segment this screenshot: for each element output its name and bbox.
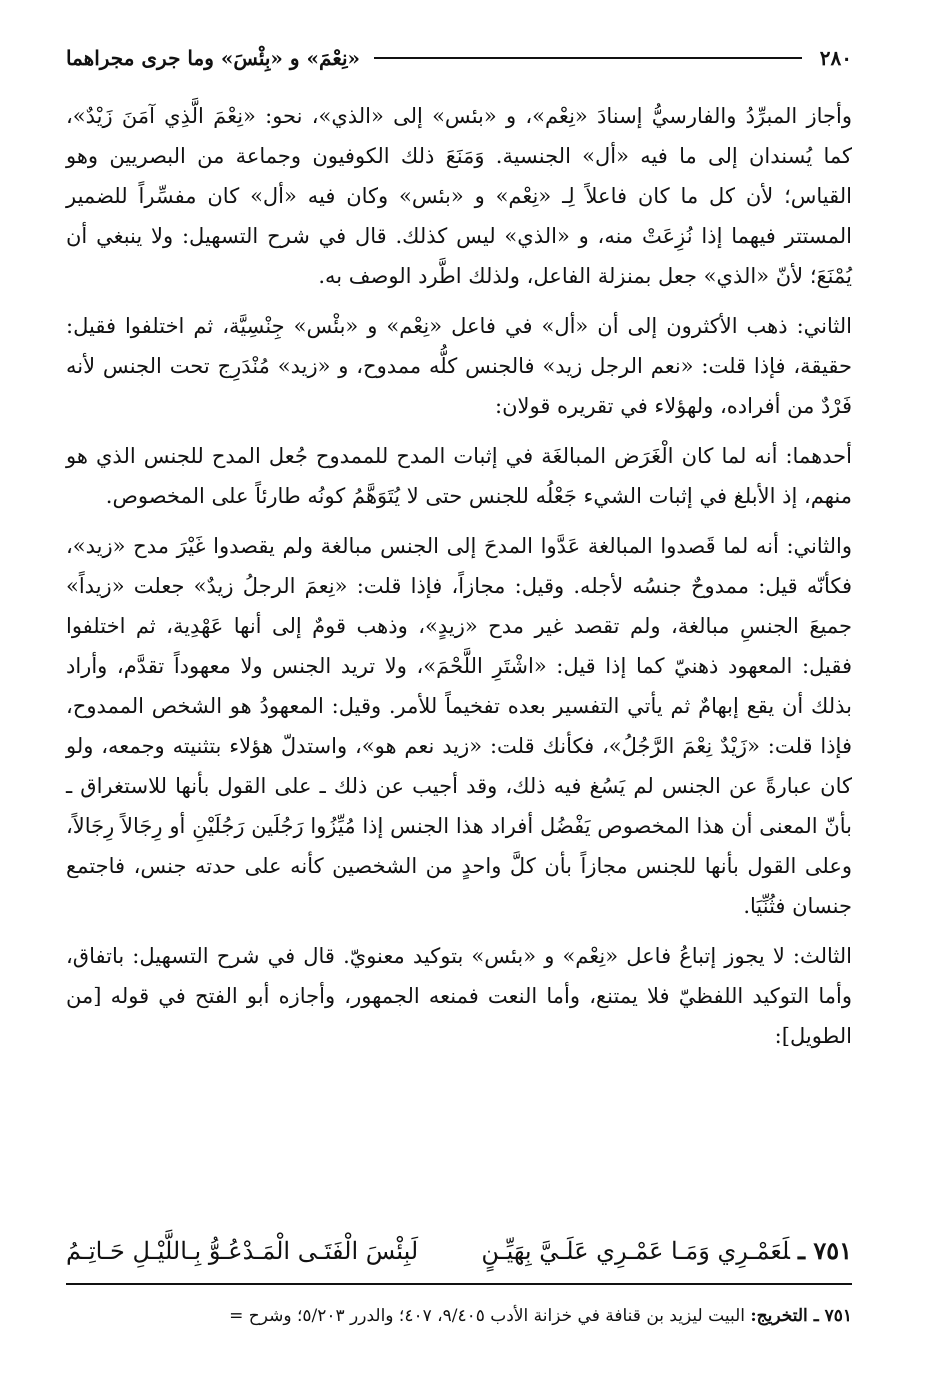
footnote-label: ٧٥١ ـ التخريج: xyxy=(750,1306,852,1326)
verse-line xyxy=(66,1228,852,1274)
verse-first-hemistich-text: لَعَمْـرِي وَمَـا عَمْـرِي عَلَـيَّ بِهَيِّـنٍ xyxy=(481,1237,790,1265)
chapter-title: «نِعْمَ» و «بِئْسَ» وما جرى مجراهما xyxy=(66,46,361,70)
verse-number: ٧٥١ ـ xyxy=(797,1236,852,1265)
verse-first-hemistich xyxy=(481,1228,852,1274)
verse-second-hemistich: لَبِئْسَ الْفَتَـى الْمَـدْعُـوُّ بِـاللَّيْـلِ حَـاتِـمُ xyxy=(66,1237,419,1265)
paragraph-second-view: والثاني: أنه لما قَصدوا المبالغة عَدَّوا المدحَ إلى الجنس مبالغة ولم يقصدوا غَيْرَ مدح «زيد»، فكأنّه قيل: ممدوحٌ جنسُه لأجله. وقيل: مجازاً، فإذا قلت: «نِعمَ الرجلُ زيدٌ» جعلت «زيداً» جميعَ الجنسِ مبالغة، ولم تقصد غير مدح «زيدٍ»، وذهب قومٌ إلى أنها عَهْدِية، ثم اختلفوا فقيل: المعهود ذهنيّ كما إذا قيل: «اشْتَرِ اللَّحْمَ»، ولا تريد الجنس ولا معهوداً تقدَّم، وأراد بذلك أن يقع إبهامٌ ثم يأتي التفسير بعده تفخيماً للأمر. وقيل: المعهودُ هو الشخص الممدوح، فإذا قلت: «زَيْدٌ نِعْمَ الرَّجُلُ»، فكأنك قلت: «زيد نعم هو»، واستدلّ هؤلاء بتثنيته وجمعه، ولو كان عبارةً عن الجنس لم يَسُغ فيه ذلك، وقد أجيب عن ذلك ـ على القول بأنها للاستغراق ـ بأنّ المعنى أن هذا المخصوص يَفْضُل أفراد هذا الجنس إذا مُيِّزُوا رَجُلَين رَجُلَيْنِ أو رِجَالاً رِجَالاً، وعلى القول بأنها للجنس مجازاً بأن كلَّ واحدٍ من الشخصين كأنه على حدته جنس، فاجتمع جنسان فثُنِّيَا. xyxy=(66,534,852,918)
footnote-divider xyxy=(66,1283,852,1285)
main-text xyxy=(66,96,852,1066)
page-number: ٢٨٠ xyxy=(819,46,852,70)
footnote xyxy=(66,1300,852,1332)
running-head xyxy=(66,40,852,76)
paragraph-first-view: أحدهما: أنه لما كان الْغَرَض المبالغَة في إثبات المدح للممدوح جُعل المدح للجنس الذي هو منهم، إذ الأبلغ في إثبات الشيء جَعْلُه للجنس حتى لا يُتَوَهَّمُ كونُه طارئاً على المخصوص. xyxy=(66,444,852,508)
paragraph-second-point: الثاني: ذهب الأكثرون إلى أن «أل» في فاعل «نِعْم» و «بئْس» جِنْسِيَّة، ثم اختلفوا فقيل: حقيقة، فإذا قلت: «نعم الرجل زيد» فالجنس كلُّه ممدوح، و «زيد» مُنْدَرِج تحت الجنس لأنه فَرْدٌ من أفراده، ولهؤلاء في تقريره قولان: xyxy=(66,314,852,418)
footnote-text: البيت ليزيد بن قنافة في خزانة الأدب ٩/٤٠٥، ٤٠٧؛ والدرر ٥/٢٠٣؛ وشرح = xyxy=(229,1306,745,1326)
paragraph-third-point: الثالث: لا يجوز إتباعُ فاعل «نِعْم» و «بئس» بتوكيد معنويّ. قال في شرح التسهيل: باتفاق، وأما التوكيد اللفظيّ فلا يمتنع، وأما النعت فمنعه الجمهور، وأجازه أبو الفتح في قوله [من الطويل]: xyxy=(66,944,852,1048)
header-rule xyxy=(374,57,802,59)
paragraph-relative-pronoun: وأجاز المبرِّدُ والفارسيُّ إسنادَ «نِعْم»، و «بئس» إلى «الذي»، نحو: «نِعْمَ الَّذِي آمَنَ زَيْدٌ»، كما يُسندان إلى ما فيه «أل» الجنسية. وَمَنَعَ ذلك الكوفيون وجماعة من البصريين وهو القياس؛ لأن كل ما كان فاعلاً لِـ «نِعْم» و «بئس» وكان فيه «أل» كان مفسِّراً للضمير المستتر فيهما إذا نُزِعَتْ منه، و «الذي» ليس كذلك. قال في شرح التسهيل: ولا ينبغي أن يُمْنَعَ؛ لأنّ «الذي» جعل بمنزلة الفاعل، ولذلك اطَّرد الوصف به. xyxy=(66,104,852,288)
